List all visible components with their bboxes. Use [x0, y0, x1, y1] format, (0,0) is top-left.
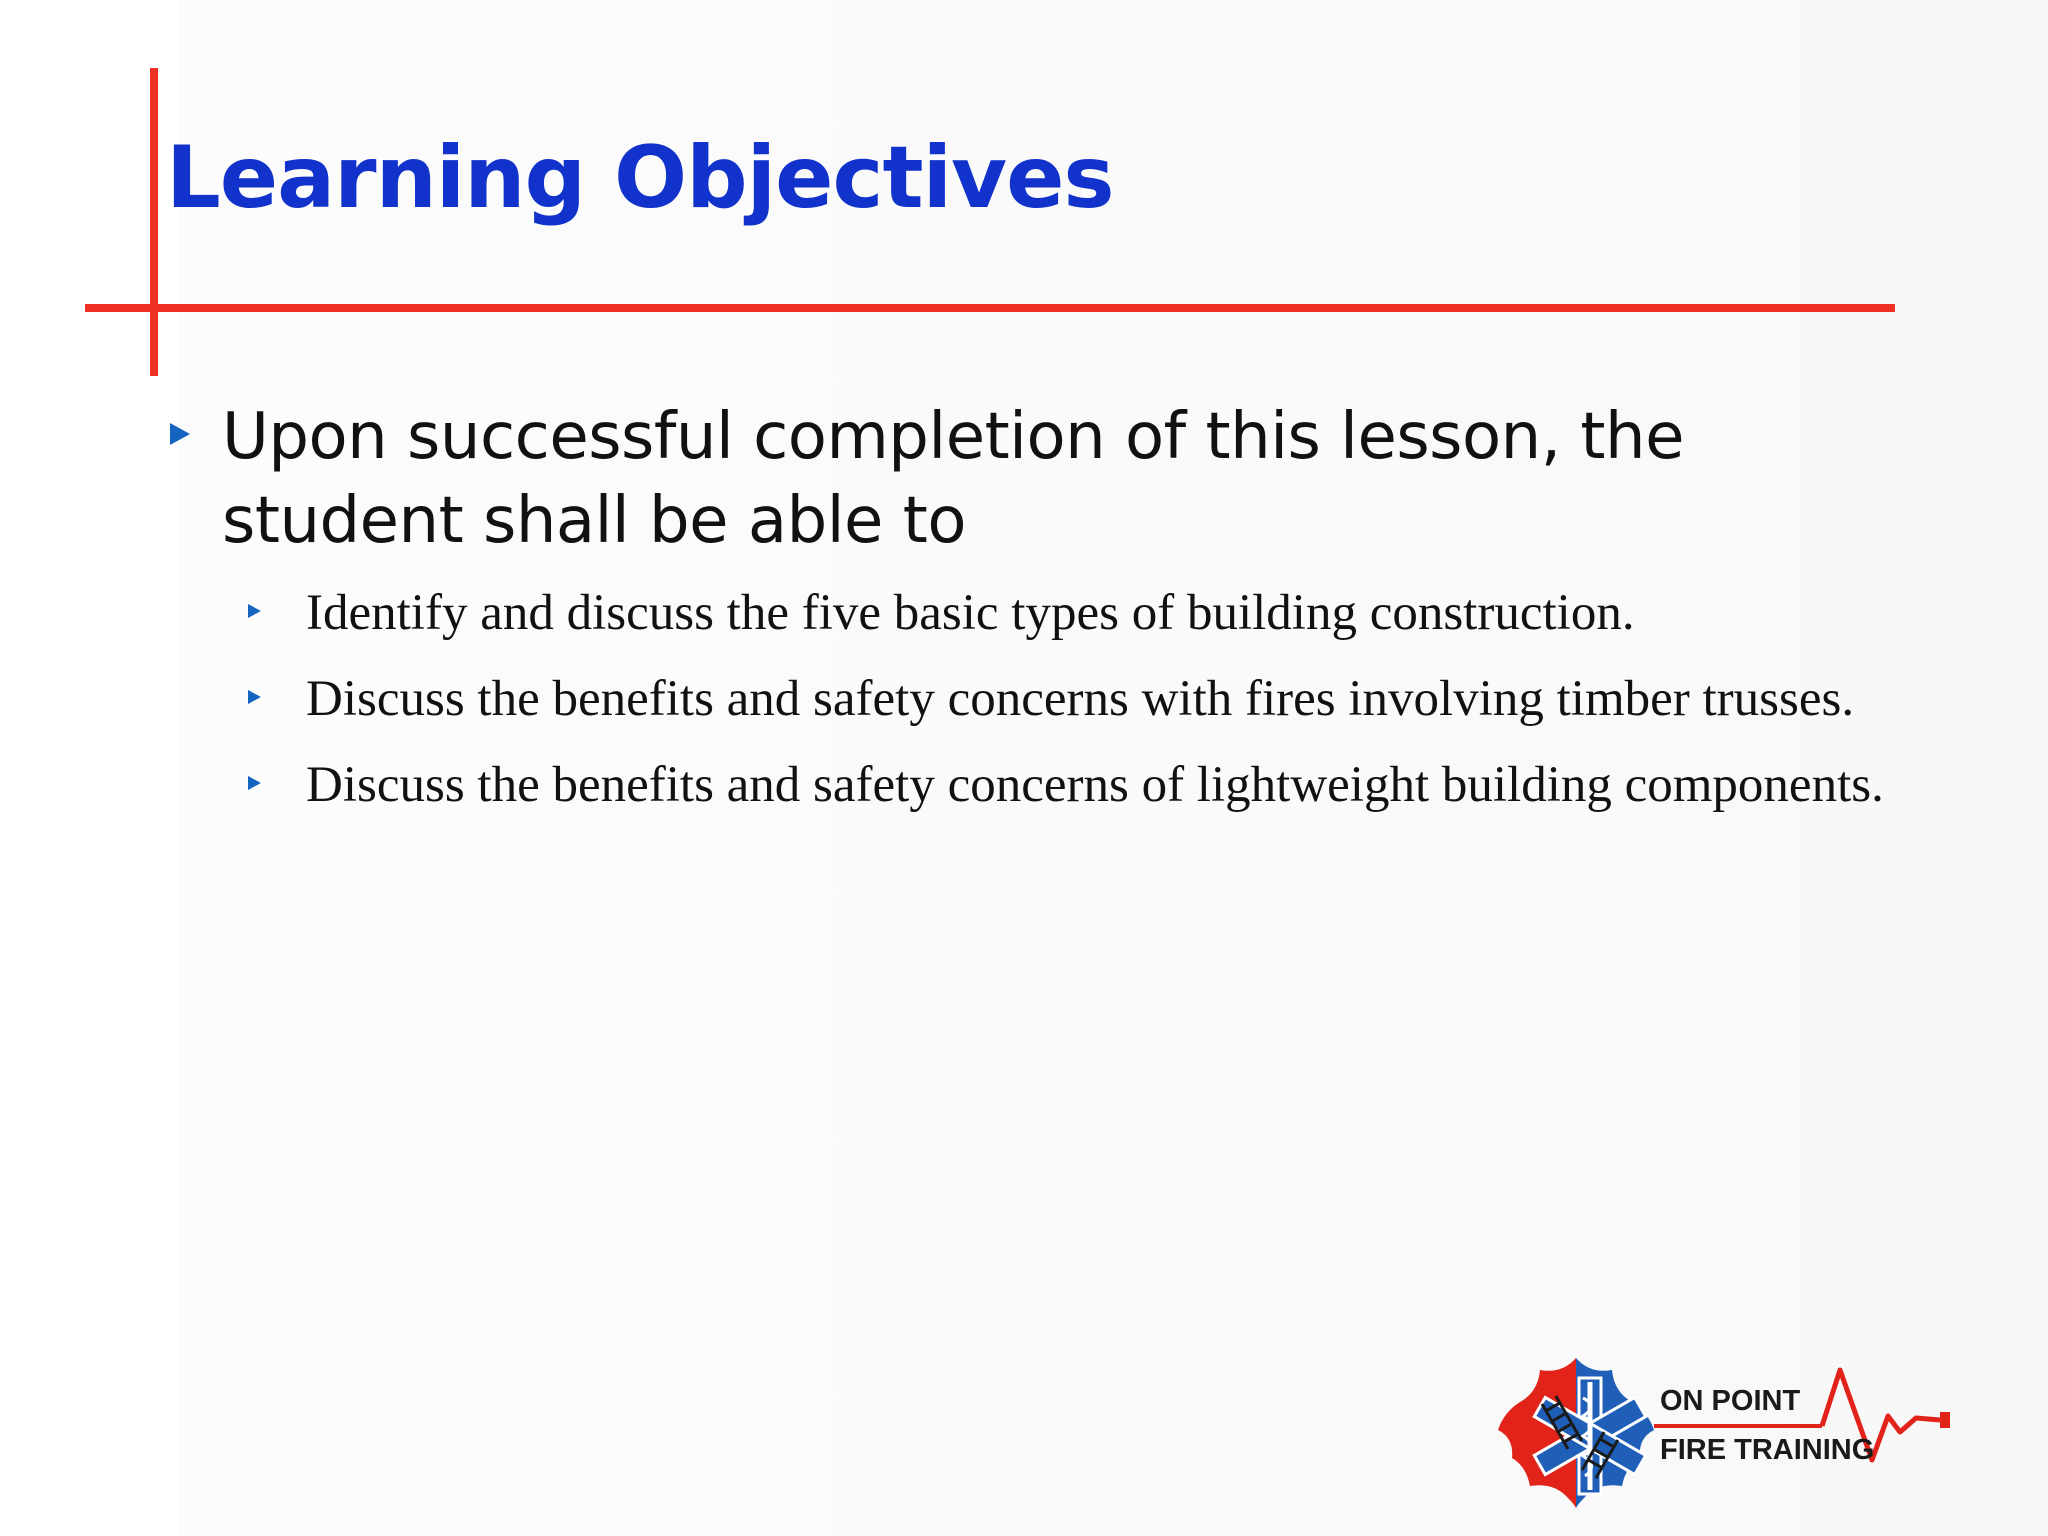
objective-text: Discuss the benefits and safety concerns of lightweight building components.: [306, 757, 1884, 813]
objective-item: [248, 664, 1888, 734]
title-horizontal-rule: [85, 304, 1895, 312]
objective-intro-text: Upon successful completion of this lesson, the student shall be able to: [222, 400, 1684, 558]
triangle-bullet-icon: [248, 604, 261, 618]
heartbeat-end-icon: [1940, 1412, 1950, 1428]
on-point-fire-training-logo: [1478, 1340, 1978, 1520]
triangle-bullet-icon: [248, 776, 261, 790]
objective-text: Discuss the benefits and safety concerns with fires involving timber trusses.: [306, 671, 1855, 727]
title-vertical-rule: [150, 68, 158, 376]
objective-intro-item: [170, 395, 1730, 563]
triangle-bullet-icon: [248, 690, 261, 704]
triangle-bullet-icon: [170, 423, 190, 445]
objective-text: Identify and discuss the five basic types of building construction.: [306, 585, 1635, 641]
logo-line-1: ON POINT: [1660, 1385, 1801, 1417]
objectives-list: [248, 578, 1888, 836]
objective-item: [248, 750, 1888, 820]
logo-line-2: FIRE TRAINING: [1660, 1434, 1875, 1466]
slide-title: Learning Objectives: [166, 128, 1114, 228]
objective-item: [248, 578, 1888, 648]
